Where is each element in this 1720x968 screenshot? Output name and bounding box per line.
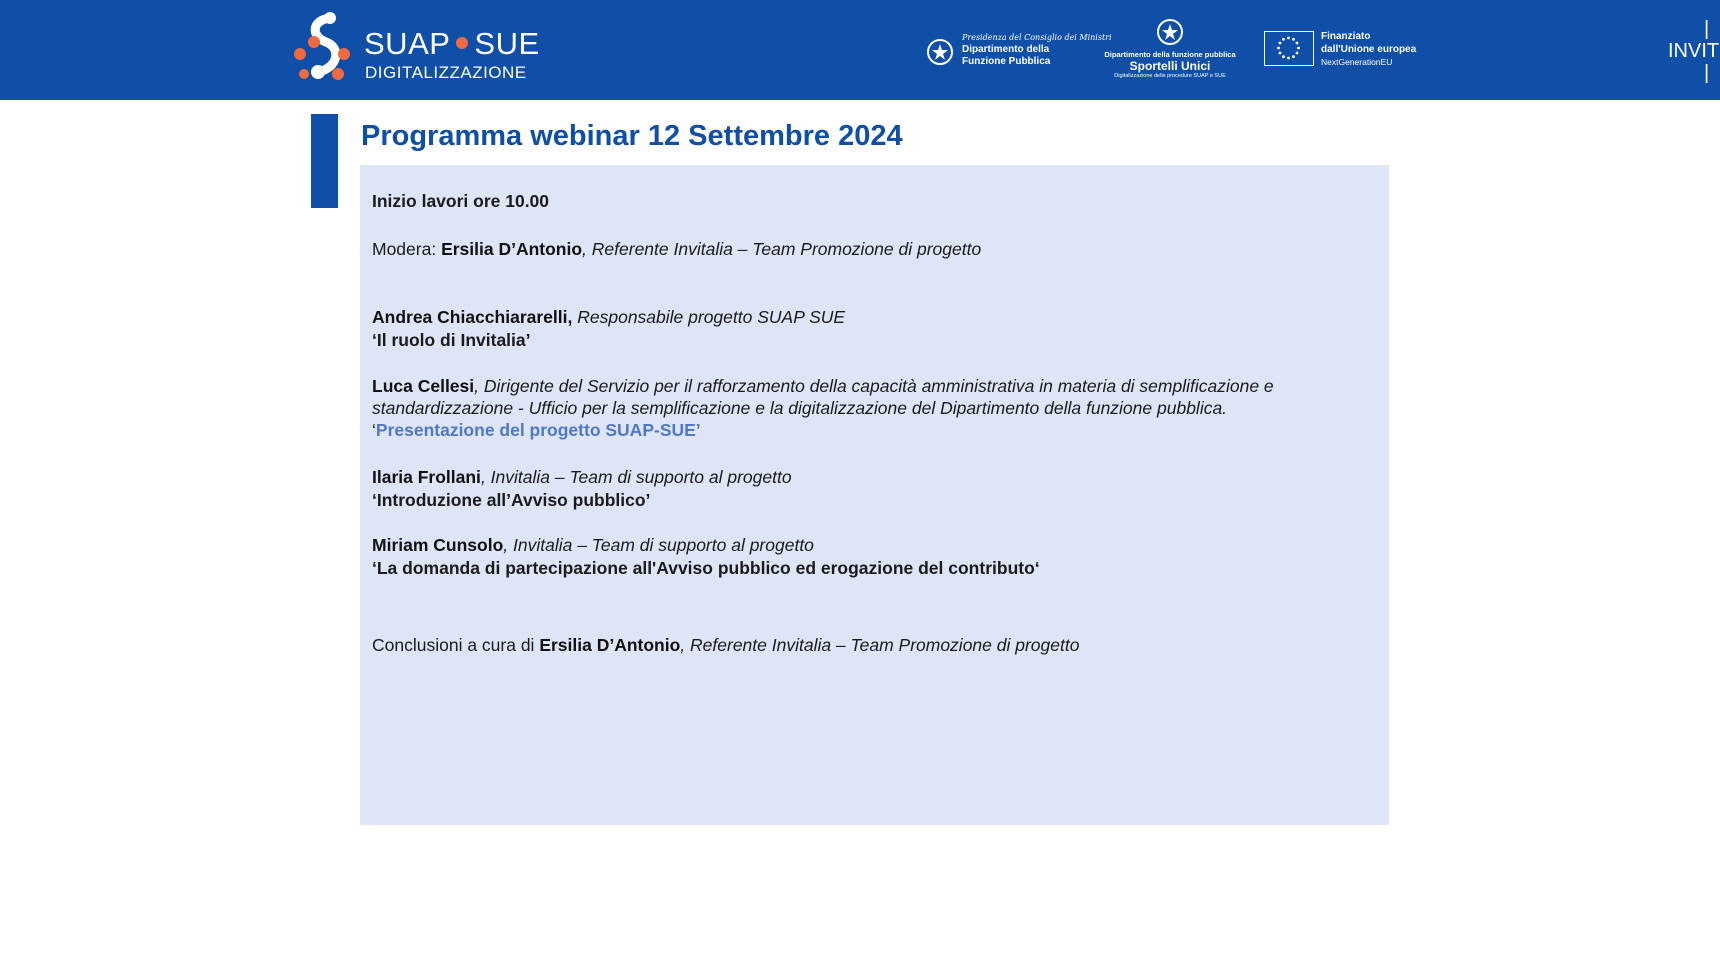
logo-subtitle: DIGITALIZZAZIONE xyxy=(365,63,527,82)
moderator-name: Ersilia D’Antonio xyxy=(441,239,583,259)
eu-line2: dall'Unione europea xyxy=(1321,43,1417,55)
moderator-prefix: Modera: xyxy=(372,239,442,259)
conclusion-prefix: Conclusioni a cura di xyxy=(372,635,540,655)
eu-flag-icon xyxy=(1264,31,1314,66)
header-bar xyxy=(0,0,1720,100)
talk-title-text: Presentazione del progetto SUAP-SUE’ xyxy=(375,420,701,440)
sportelli-line1: Dipartimento della funzione pubblica xyxy=(1104,50,1236,59)
suap-sue-logo xyxy=(292,12,540,86)
logo-title-left: SUAP xyxy=(364,26,451,61)
invit-text: INVIT xyxy=(1668,40,1720,62)
speaker-line xyxy=(372,535,814,556)
conclusion-line xyxy=(372,635,1079,656)
talk-title xyxy=(372,420,701,441)
emblem-icon xyxy=(926,36,954,68)
speaker-role: , Invitalia – Team di supporto al progetto xyxy=(480,467,792,487)
speaker-line xyxy=(372,467,792,488)
speaker-line xyxy=(372,307,845,328)
conclusion-role: , Referente Invitalia – Team Promozione di progetto xyxy=(680,635,1080,655)
presidency-script: Presidenza del Consiglio dei Ministri xyxy=(962,33,1112,42)
speaker-role-continued: standardizzazione - Ufficio per la semplificazione e la digitalizzazione del Dipartimento della funzione pubblica. xyxy=(372,398,1228,418)
presidency-line2: Funzione Pubblica xyxy=(962,56,1051,67)
talk-title: ‘La domanda di partecipazione all'Avviso pubblico ed erogazione del contributo‘ xyxy=(372,558,1040,578)
speaker-name: Ilaria Frollani xyxy=(372,467,481,487)
sportelli-line3: Digitalizzazione delle procedure SUAP e SUE xyxy=(1114,73,1226,79)
eu-funding-logo xyxy=(1264,31,1434,71)
eu-line1: Finanziato xyxy=(1321,31,1371,42)
presidency-logo xyxy=(926,32,1112,72)
speaker-role: , Dirigente del Servizio per il rafforzamento della capacità amministrativa in materia di semplificazione e xyxy=(474,376,1274,396)
page-title: Programma webinar 12 Settembre 2024 xyxy=(361,120,903,152)
speaker-name: Miriam Cunsolo xyxy=(372,535,504,555)
sportelli-unici-logo xyxy=(1100,16,1240,86)
sportelli-line2: Sportelli Unici xyxy=(1129,59,1211,73)
invitalia-logo-partial xyxy=(1668,18,1719,84)
speaker-role: , Invitalia – Team di supporto al progetto xyxy=(503,535,814,555)
eu-line3: NextGenerationEU xyxy=(1321,57,1393,67)
talk-open-quote: ‘ xyxy=(372,420,376,440)
moderator-role: , Referente Invitalia – Team Promozione di progetto xyxy=(582,239,982,259)
speaker-name: Andrea Chiacchiararelli, xyxy=(372,307,573,327)
emblem-icon xyxy=(1156,16,1184,48)
speaker-name: Luca Cellesi xyxy=(372,376,475,396)
program-panel xyxy=(360,165,1389,825)
logo-title xyxy=(364,26,540,62)
title-accent-bar xyxy=(311,114,338,208)
start-time: Inizio lavori ore 10.00 xyxy=(372,191,550,211)
moderator-line xyxy=(372,239,981,260)
logo-dot xyxy=(456,37,468,49)
logo-title-right: SUE xyxy=(474,26,540,61)
presidency-line1: Dipartimento della xyxy=(962,44,1050,55)
talk-title: ‘Introduzione all’Avviso pubblico’ xyxy=(372,490,651,510)
conclusion-name: Ersilia D’Antonio xyxy=(539,635,681,655)
speaker-role: Responsabile progetto SUAP SUE xyxy=(572,307,846,327)
talk-title: ‘Il ruolo di Invitalia’ xyxy=(372,330,531,350)
invit-bar-bottom: | xyxy=(1704,62,1710,84)
network-logo-icon xyxy=(292,12,362,86)
invit-bar-top: | xyxy=(1704,18,1710,40)
speaker-line xyxy=(372,376,1274,397)
